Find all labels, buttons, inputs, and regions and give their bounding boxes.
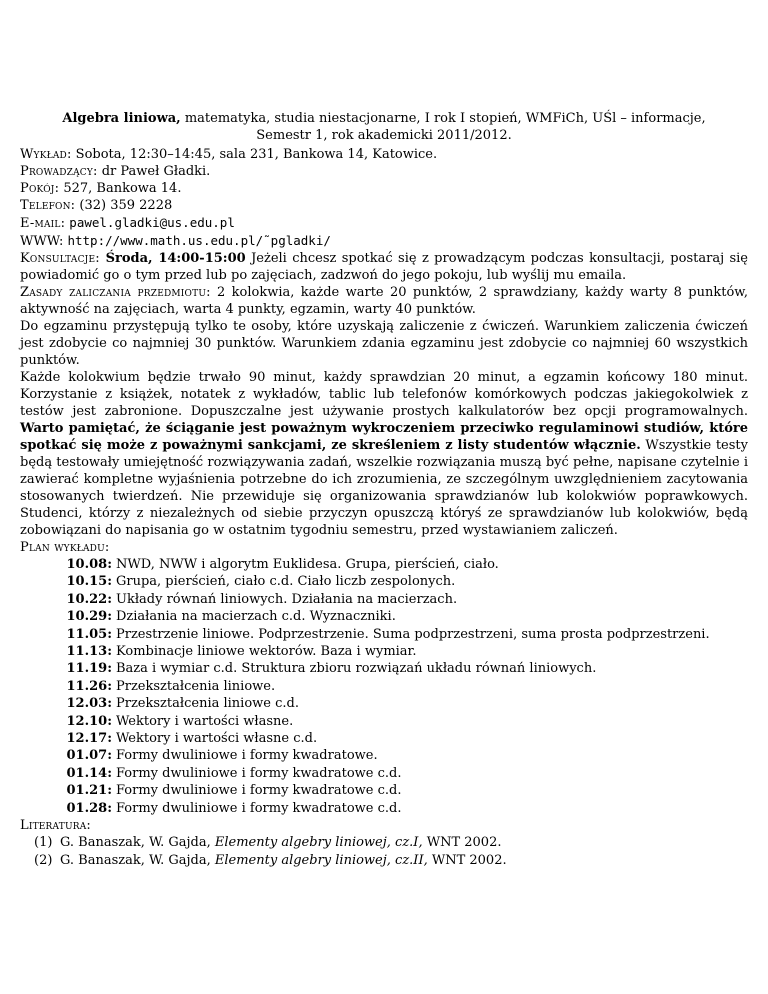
- plan-item: [52, 695, 748, 712]
- plan-item: [52, 765, 748, 782]
- literatura-item: [34, 852, 748, 870]
- ref-publisher: WNT 2002.: [422, 835, 502, 851]
- plan-date: 10.08:: [66, 557, 112, 572]
- telefon-value: (32) 359 2228: [75, 198, 173, 213]
- plan-topic: Przekształcenia liniowe.: [116, 678, 276, 694]
- ref-authors: G. Banaszak, W. Gajda,: [60, 853, 215, 869]
- plan-item: [52, 730, 748, 747]
- literatura-heading: Literatura:: [20, 818, 91, 834]
- plan-date: 11.13:: [66, 644, 112, 660]
- konsultacje-time: Środa, 14:00-15:00: [99, 251, 246, 266]
- plan-topic: Działania na macierzach c.d. Wyznaczniki.: [116, 609, 396, 625]
- plan-topic: Wektory i wartości własne.: [116, 713, 294, 729]
- plan-topic: Formy dwuliniowe i formy kwadratowe.: [116, 748, 378, 764]
- plan-date: 10.22:: [66, 591, 112, 607]
- email-line: [20, 214, 748, 232]
- plan-item: [52, 556, 748, 573]
- plan-list: [20, 556, 748, 817]
- email-link[interactable]: pawel.gladki@us.edu.pl: [69, 215, 235, 230]
- literatura-list: [20, 834, 748, 870]
- prowadzacy-label: Prowadzący:: [20, 164, 98, 179]
- plan-date: 12.03:: [66, 696, 112, 712]
- plan-topic: Formy dwuliniowe i formy kwadratowe c.d.: [116, 783, 402, 799]
- document-title: [20, 110, 748, 144]
- plan-item: [52, 573, 748, 590]
- title-line2: Semestr 1, rok akademicki 2011/2012.: [256, 128, 512, 143]
- zasady-text: 2 kolokwia, każde warte 20 punktów, 2 sprawdziany, każdy warty 8 punktów, aktywność na zajęciach, warta 4 punkty, egzamin, warty 40 punktów.: [20, 285, 748, 317]
- pokoj-line: [20, 180, 748, 197]
- pokoj-value: 527, Bankowa 14.: [59, 181, 182, 196]
- pokoj-label: Pokój:: [20, 181, 60, 196]
- plan-topic: Kombinacje liniowe wektorów. Baza i wymiar.: [116, 644, 417, 660]
- rules-text-end: Wszystkie testy będą testowały umiejętność rozwiązywania zadań, wszelkie rozwiązania muszą być pełne, napisane czytelnie i zawierać kompletne wyjaśnienia potrzebne do ich zrozumienia, ze szczególnym uwzględnieniem zacytowania stosowanych twierdzeń. Nie przewiduje się organizowania sprawdzianów lub kolokwiów poprawkowych. Studenci, którzy z niezależnych od siebie przyczyn opuszczą któryś ze sprawdzianów lub kolokwiów, będą zobowiązani do napisania go w ostatnim tygodniu semestru, przed wystawianiem zaliczeń.: [20, 438, 748, 538]
- wyklad-value: Sobota, 12:30–14:45, sala 231, Bankowa 14, Katowice.: [71, 147, 438, 162]
- plan-topic: Formy dwuliniowe i formy kwadratowe c.d.: [116, 800, 402, 816]
- plan-item: [52, 626, 748, 643]
- plan-item: [52, 800, 748, 817]
- plan-item: [52, 782, 748, 799]
- plan-topic: Formy dwuliniowe i formy kwadratowe c.d.: [116, 765, 402, 781]
- plan-item: [52, 643, 748, 660]
- zasady-paragraph: [20, 284, 748, 318]
- plan-date: 01.28:: [66, 800, 112, 816]
- www-line: [20, 232, 748, 250]
- title-bold: Algebra liniowa,: [62, 111, 181, 126]
- telefon-label: Telefon:: [20, 198, 76, 213]
- konsultacje-text: Jeżeli chcesz spotkać się z prowadzącym podczas konsultacji, postaraj się powiadomić go o tym przed lub po zajęciach, zadzwoń do jego pokoju, lub wyślij mu emaila.: [20, 251, 748, 283]
- plan-date: 12.17:: [66, 731, 112, 747]
- plan-date: 01.21:: [66, 783, 112, 799]
- plan-date: 11.19:: [66, 661, 112, 677]
- plan-date: 11.26:: [66, 678, 112, 694]
- rules-warning: Warto pamiętać, że ściąganie jest poważnym wykroczeniem przeciwko regulaminowi studiów, które spotkać się może z poważnymi sankcjami, ze skreśleniem z listy studentów włącznie.: [20, 421, 748, 453]
- wyklad-line: [20, 146, 748, 163]
- telefon-line: [20, 197, 748, 214]
- plan-item: [52, 713, 748, 730]
- plan-item: [52, 747, 748, 764]
- ref-number: (2): [34, 853, 53, 869]
- plan-topic: NWD, NWW i algorytm Euklidesa. Grupa, pierścień, ciało.: [116, 557, 499, 572]
- plan-date: 10.29:: [66, 609, 112, 625]
- plan-topic: Wektory i wartości własne c.d.: [116, 731, 318, 747]
- plan-heading: Plan wykładu:: [20, 540, 110, 555]
- prowadzacy-line: [20, 163, 748, 180]
- ref-title: Elementy algebry liniowej, cz.I,: [214, 835, 423, 851]
- plan-item: [52, 678, 748, 695]
- konsultacje-paragraph: [20, 250, 748, 284]
- ref-number: (1): [34, 835, 53, 851]
- plan-topic: Przestrzenie liniowe. Podprzestrzenie. Suma podprzestrzeni, suma prosta podprzestrzeni.: [116, 626, 710, 642]
- email-label: E-mail:: [20, 216, 66, 231]
- plan-date: 01.07:: [66, 748, 112, 764]
- wyklad-label: Wykład:: [20, 147, 72, 162]
- prowadzacy-value: dr Paweł Gładki.: [97, 164, 211, 179]
- plan-date: 10.15:: [66, 574, 112, 590]
- ref-authors: G. Banaszak, W. Gajda,: [60, 835, 215, 851]
- www-label: WWW:: [20, 234, 64, 249]
- plan-item: [52, 591, 748, 608]
- ref-publisher: WNT 2002.: [427, 853, 507, 869]
- rules-paragraph: [20, 369, 748, 539]
- plan-date: 11.05:: [66, 626, 112, 642]
- title-rest: matematyka, studia niestacjonarne, I rok I stopień, WMFiCh, UŚl – informacje,: [180, 111, 706, 126]
- plan-topic: Układy równań liniowych. Działania na macierzach.: [116, 591, 458, 607]
- konsultacje-label: Konsultacje:: [20, 251, 100, 266]
- plan-topic: Grupa, pierścień, ciało c.d. Ciało liczb zespolonych.: [116, 574, 456, 590]
- plan-topic: Przekształcenia liniowe c.d.: [116, 696, 299, 712]
- zasady-label: Zasady zaliczania przedmiotu:: [20, 285, 211, 300]
- plan-item: [52, 660, 748, 677]
- www-link[interactable]: http://www.math.us.edu.pl/˜pgladki/: [67, 233, 331, 248]
- egzamin-paragraph: Do egzaminu przystępują tylko te osoby, które uzyskają zaliczenie z ćwiczeń. Warunkiem zaliczenia ćwiczeń jest zdobycie co najmniej 30 punktów. Warunkiem zdania egzaminu jest zdobycie co najmniej 60 wszystkich punktów.: [20, 319, 748, 368]
- literatura-item: [34, 834, 748, 852]
- plan-item: [52, 608, 748, 625]
- plan-date: 01.14:: [66, 765, 112, 781]
- ref-title: Elementy algebry liniowej, cz.II,: [214, 853, 428, 869]
- plan-date: 12.10:: [66, 713, 112, 729]
- document-content: [20, 110, 748, 870]
- rules-text-start: Każde kolokwium będzie trwało 90 minut, każdy sprawdzian 20 minut, a egzamin końcowy 180 minut. Korzystanie z książek, notatek z wykładów, tablic lub telefonów komórkowych podczas jakiegokolwiek z testów jest zabronione. Dopuszczalne jest używanie prostych kalkulatorów bez opcji programowalnych.: [20, 370, 748, 419]
- plan-topic: Baza i wymiar c.d. Struktura zbioru rozwiązań układu równań liniowych.: [116, 661, 597, 677]
